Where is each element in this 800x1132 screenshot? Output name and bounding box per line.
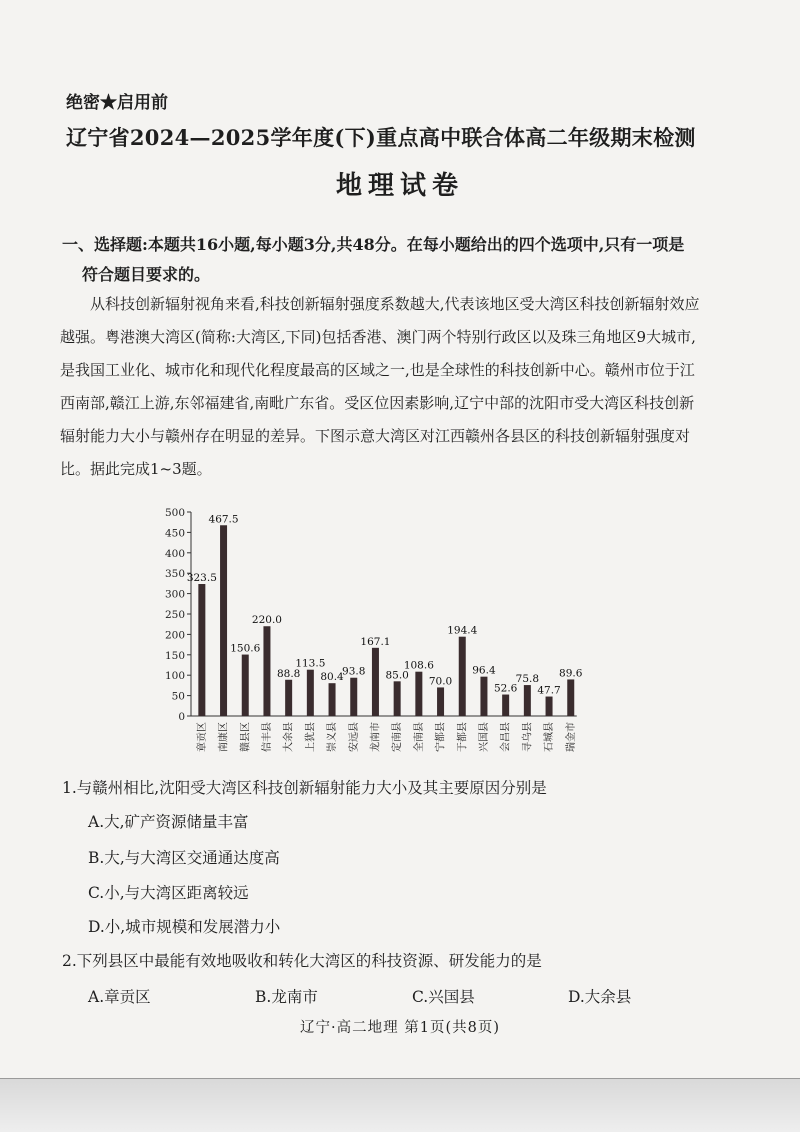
bar-17 xyxy=(546,697,553,716)
x-tick-label: 信丰县 xyxy=(261,722,273,752)
y-tick-label: 350 xyxy=(164,568,185,581)
bar-7 xyxy=(329,683,336,716)
data-label: 93.8 xyxy=(342,665,366,678)
question-1-option-a[interactable]: A.大,矿产资源储量丰富 xyxy=(88,813,249,831)
x-tick-label: 上犹县 xyxy=(305,722,317,752)
bar-12 xyxy=(437,687,444,716)
x-tick-label: 于都县 xyxy=(457,722,469,752)
x-tick-label: 瑞金市 xyxy=(565,722,577,752)
data-label: 108.6 xyxy=(403,659,434,672)
x-tick-label: 兴国县 xyxy=(478,722,490,752)
x-tick-label: 宁都县 xyxy=(435,722,447,752)
data-label: 52.6 xyxy=(493,682,518,695)
x-tick-label: 南康区 xyxy=(218,722,230,752)
data-label: 167.1 xyxy=(360,635,391,648)
question-1-option-d[interactable]: D.小,城市规模和发展潜力小 xyxy=(88,918,281,936)
data-label: 47.7 xyxy=(537,684,561,697)
x-tick-label: 大余县 xyxy=(283,722,295,752)
bar-14 xyxy=(480,677,487,716)
y-tick-label: 250 xyxy=(164,609,185,621)
x-tick-label: 定南县 xyxy=(392,722,404,752)
data-label: 150.6 xyxy=(230,642,261,655)
page-footer: 辽宁·高二地理 第1页(共8页) xyxy=(300,1020,500,1036)
x-tick-label: 章贡区 xyxy=(196,722,208,752)
y-tick-label: 0 xyxy=(178,711,185,723)
passage xyxy=(60,288,700,486)
y-tick-label: 500 xyxy=(164,507,185,519)
question-2-option-d[interactable]: D.大余县 xyxy=(568,988,632,1006)
bar-chart xyxy=(150,500,610,775)
bar-13 xyxy=(459,637,466,716)
data-label: 220.0 xyxy=(251,614,282,627)
y-tick-label: 200 xyxy=(164,629,185,642)
data-label: 75.8 xyxy=(515,673,540,686)
section-instruction-line1: 一、选择题:本题共16小题,每小题3分,共48分。在每小题给出的四个选项中,只有一项是 xyxy=(62,235,685,254)
question-2-option-a[interactable]: A.章贡区 xyxy=(88,988,151,1006)
data-label: 194.4 xyxy=(447,624,478,637)
data-label: 85.0 xyxy=(385,669,409,682)
x-tick-label: 石城县 xyxy=(544,722,556,752)
data-label: 80.4 xyxy=(320,671,344,684)
y-tick-label: 450 xyxy=(164,527,185,540)
question-1-option-b[interactable]: B.大,与大湾区交通通达度高 xyxy=(88,849,280,867)
question-2-stem: 2.下列县区中最能有效地吸收和转化大湾区的科技资源、研发能力的是 xyxy=(62,952,542,970)
x-tick-label: 全南县 xyxy=(413,722,425,752)
data-label: 113.5 xyxy=(295,657,326,670)
x-tick-label: 龙南市 xyxy=(370,722,382,752)
section-instruction-line2: 符合题目要求的。 xyxy=(82,265,211,284)
data-label: 323.5 xyxy=(186,572,217,585)
bar-10 xyxy=(394,681,401,716)
bar-16 xyxy=(524,685,531,716)
y-tick-label: 400 xyxy=(164,547,185,560)
data-label: 88.8 xyxy=(276,667,301,680)
bar-2 xyxy=(220,525,227,716)
data-label: 70.0 xyxy=(428,675,453,688)
question-1-option-c[interactable]: C.小,与大湾区距离较远 xyxy=(88,884,249,902)
subject-title: 地理试卷 xyxy=(335,171,464,201)
bar-8 xyxy=(350,678,357,716)
exam-title: 辽宁省2024—2025学年度(下)重点高中联合体高二年级期末检测 xyxy=(66,125,696,150)
x-tick-label: 寻乌县 xyxy=(522,722,534,752)
scan-edge-shade xyxy=(0,1079,800,1132)
passage-text: 从科技创新辐射视角来看,科技创新辐射强度系数越大,代表该地区受大湾区科技创新辐射效应越强。粤港澳大湾区(简称:大湾区,下同)包括香港、澳门两个特别行政区以及珠三角地区9大城市,是我国工业化、城市化和现代化程度最高的区域之一,也是全球性的科技创新中心。赣州市位于江西南部,赣江上游,东邻福建省,南毗广东省。受区位因素影响,辽宁中部的沈阳市受大湾区科技创新辐射能力大小与赣州存在明显的差异。下图示意大湾区对江西赣州各县区的科技创新辐射强度对比。据此完成1~3题。 xyxy=(60,295,700,478)
y-tick-label: 50 xyxy=(171,690,185,703)
x-tick-label: 崇义县 xyxy=(327,722,339,752)
confidential-label: 绝密★启用前 xyxy=(66,93,168,113)
data-label: 89.6 xyxy=(559,667,583,680)
y-tick-label: 100 xyxy=(164,670,185,683)
bar-11 xyxy=(415,672,422,716)
bar-5 xyxy=(285,680,292,716)
y-tick-label: 150 xyxy=(164,649,185,662)
bar-15 xyxy=(502,695,509,716)
data-label: 467.5 xyxy=(208,513,239,526)
bar-6 xyxy=(307,670,314,716)
x-tick-label: 会昌县 xyxy=(500,722,512,752)
question-1-stem: 1.与赣州相比,沈阳受大湾区科技创新辐射能力大小及其主要原因分别是 xyxy=(62,779,547,797)
x-tick-label: 安远县 xyxy=(348,722,360,752)
bar-3 xyxy=(242,655,249,716)
bar-1 xyxy=(198,584,205,716)
question-2-option-b[interactable]: B.龙南市 xyxy=(255,988,318,1006)
bar-4 xyxy=(263,626,270,716)
x-tick-label: 赣县区 xyxy=(240,722,252,752)
data-label: 96.4 xyxy=(472,664,496,677)
y-tick-label: 300 xyxy=(164,588,185,601)
bar-18 xyxy=(567,679,574,716)
question-2-option-c[interactable]: C.兴国县 xyxy=(412,988,475,1006)
bar-9 xyxy=(372,648,379,716)
